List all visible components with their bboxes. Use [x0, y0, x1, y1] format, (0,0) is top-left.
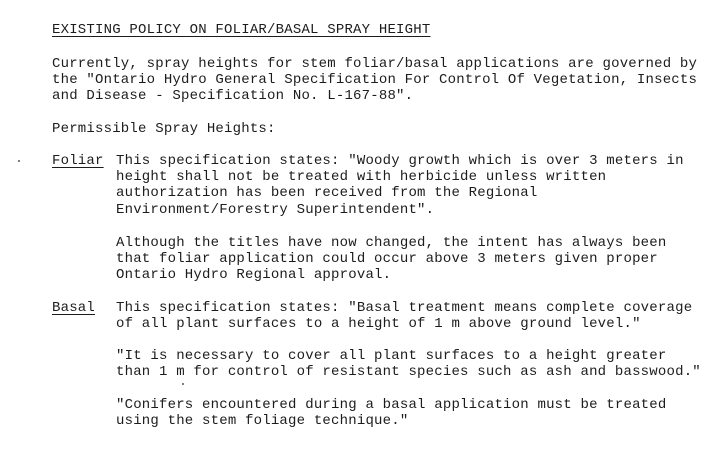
- basal-para2-line-1: "It is necessary to cover all plant surfaces to a height greater: [116, 348, 667, 364]
- intro-line-1: Currently, spray heights for stem foliar/basal applications are governed by: [52, 56, 698, 72]
- foliar-para1-line-3: authorization has been received from the Regional: [116, 185, 538, 201]
- intro-line-2: the "Ontario Hydro General Specification For Control Of Vegetation, Insects: [52, 72, 698, 88]
- document-heading: EXISTING POLICY ON FOLIAR/BASAL SPRAY HEIGHT: [52, 22, 431, 38]
- section-subheading: Permissible Spray Heights:: [52, 121, 276, 137]
- scan-speck: [182, 383, 184, 385]
- foliar-para1-line-4: Environment/Forestry Superintendent".: [116, 202, 435, 218]
- basal-para1-line-2: of all plant surfaces to a height of 1 m above ground level.": [116, 316, 641, 332]
- scan-speck: [18, 160, 20, 162]
- foliar-para2-line-3: Ontario Hydro Regional approval.: [116, 267, 392, 283]
- basal-para3-line-1: "Conifers encountered during a basal application must be treated: [116, 397, 667, 413]
- foliar-para1-line-2: height shall not be treated with herbicide unless written: [116, 169, 607, 185]
- foliar-para2-line-2: that foliar application could occur above 3 meters given proper: [116, 251, 658, 267]
- foliar-para1-line-1: This specification states: "Woody growth which is over 3 meters in: [116, 153, 684, 169]
- basal-para1-line-1: This specification states: "Basal treatment means complete coverage: [116, 300, 693, 316]
- basal-label: Basal: [52, 300, 96, 316]
- intro-line-3: and Disease - Specification No. L-167-88".: [52, 88, 414, 104]
- basal-para2-line-2: than 1 m for control of resistant species such as ash and basswood.": [116, 364, 701, 380]
- foliar-label: Foliar: [52, 153, 104, 169]
- basal-para3-line-2: using the stem foliage technique.": [116, 413, 409, 429]
- foliar-para2-line-1: Although the titles have now changed, the intent has always been: [116, 235, 667, 251]
